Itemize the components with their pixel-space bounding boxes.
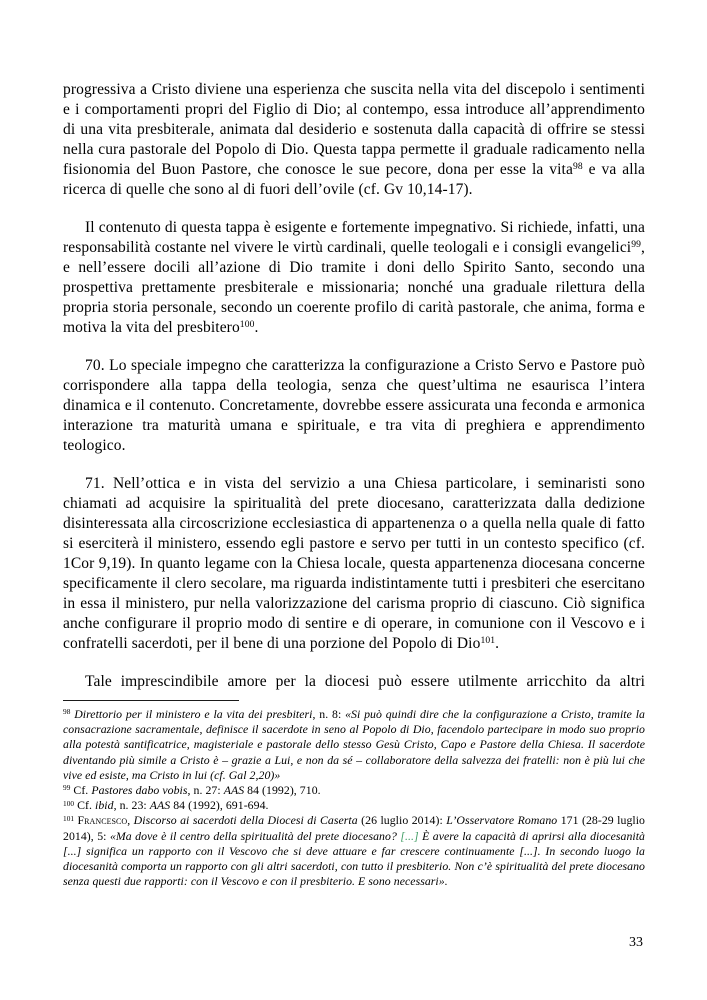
text-run: AAS — [223, 783, 245, 798]
body-paragraph — [63, 474, 645, 654]
text-run: . — [495, 635, 500, 652]
text-run: 84 (1992), 691-694. — [170, 798, 269, 813]
text-run: , n. 27: — [187, 783, 224, 798]
footnote-ref: 101 — [480, 635, 496, 647]
text-run: Francesco — [77, 813, 128, 828]
text-run: AAS — [149, 798, 171, 813]
footnote — [63, 798, 645, 813]
text-run: ibid — [95, 798, 114, 813]
page-number: 33 — [629, 935, 643, 950]
text-run: , n. 8: — [312, 707, 346, 721]
body-paragraph — [63, 356, 645, 456]
text-run: Discorso ai sacerdoti della Diocesi di Caserta — [133, 813, 358, 828]
text-run: 70. Lo speciale impegno che caratterizza la configurazione a Cristo Servo e Pastore può corrispondere alla tappa della teologia, senza che quest’ultima ne esaurisca l’intera dinamica e il contenuto. Concretamente, dovrebbe essere assicurata una feconda e armonica interazione tra maturità umana e spirituale, e tra vita di preghiera e apprendimento teologico. — [63, 357, 645, 454]
footnote-separator — [63, 700, 239, 701]
body-text — [63, 80, 645, 692]
footnote-ref: 100 — [63, 798, 75, 808]
text-run: , e nell’essere docili all’azione di Dio tramite i doni dello Spirito Santo, secondo una prospettiva prettamente presbiterale e missionaria; nonché una graduale rilettura della propria storia personale, secondo un coerente profilo di carità pastorale, che anima, forma e motiva la vita del presbitero — [63, 239, 645, 336]
text-run: «Ma dove è il centro della spiritualità del prete diocesano? — [109, 828, 401, 843]
footnotes-section — [63, 707, 645, 889]
footnote — [63, 783, 645, 798]
footnote-ref: 98 — [572, 161, 583, 173]
footnote-ref: 100 — [239, 319, 255, 331]
footnote-ref: 98 — [63, 707, 71, 717]
body-paragraph — [63, 80, 645, 200]
citation-ellipsis-mark: [...] — [400, 828, 419, 843]
text-run: 171 (28-29 luglio 2014), 5: — [63, 813, 645, 843]
text-run: «Si può quindi dire che la configurazione a Cristo, tramite la consacrazione sacramentale, definisce il sacerdote in seno al Popolo di Dio, facendolo partecipare in modo suo proprio alla potestà santificatrice, magisteriale e pastorale dello stesso Gesù Cristo, Capo e Pastore della Chiesa. Il sacerdote diventando più simile a Cristo è – grazie a Lui, e non da sé – collaboratore della salvezza dei fratelli: non è più lui che vive ed esiste, ma Cristo in lui (cf. Gal 2,20)» — [63, 707, 645, 782]
text-run: 84 (1992), 710. — [244, 783, 321, 798]
text-run: e va alla ricerca di quelle che sono al di fuori dell’ovile (cf. Gv 10,14-17). — [63, 161, 645, 198]
footnote — [63, 707, 645, 783]
text-run: , — [127, 813, 134, 828]
text-run: progressiva a Cristo diviene una esperienza che suscita nella vita del discepolo i sentimenti e i comportamenti propri del Figlio di Dio; al contempo, essa introduce all’apprendimento di una vita presbiterale, animata dal desiderio e sostenuta dalla capacità di offrire se stessi nella cura pastorale del Popolo di Dio. Questa tappa permette il graduale radicamento nella fisionomia del Buon Pastore, che conosce le sue pecore, dona per esse la vita — [63, 81, 645, 178]
text-run: , n. 23: — [113, 798, 150, 813]
text-run: Cf. — [70, 783, 92, 798]
body-paragraph — [63, 672, 645, 692]
text-run: Tale imprescindibile amore per la diocesi può essere utilmente arricchito da altri — [85, 673, 645, 690]
text-run: 71. Nell’ottica e in vista del servizio a una Chiesa particolare, i seminaristi sono chiamati ad acquisire la spiritualità del prete diocesano, caratterizzata dalla dedizione disinteressata alla circoscrizione ecclesiastica di appartenenza o a quella nella quale di fatto si eserciterà il ministero, essendo egli pastore e servo per tutti in un contesto specifico (cf. 1Cor 9,19). In quanto legame con la Chiesa locale, questa appartenenza diocesana concerne specificamente il clero secolare, ma riguarda indistintamente tutti i presbiteri che esercitano in essa il ministero, pur nella valorizzazione del carisma proprio di ciascuno. Ciò significa anche configurare il proprio modo di sentire e di operare, in comunione con il Vescovo e i confratelli sacerdoti, per il bene di una porzione del Popolo di Dio — [63, 475, 645, 652]
text-run: Il contenuto di questa tappa è esigente e fortemente impegnativo. Si richiede, infatti, una responsabilità costante nel vivere le virtù cardinali, quelle teologali e i consigli evangelici — [63, 219, 645, 256]
text-run: L’Osservatore Romano — [446, 813, 558, 828]
text-run: È avere la capacità di aprirsi alla diocesanità [...] significa un rapporto con il Vescovo che si deve attuare e far crescere continuamente [...]. In secondo luogo la diocesanità comporta un rapporto con gli altri sacerdoti, con tutto il presbiterio. Non c’è spiritualità del prete diocesano senza questi due rapporti: con il Vescovo e con il presbiterio. E sono necessari». — [63, 828, 646, 889]
text-run: . — [254, 319, 259, 336]
text-run: Pastores dabo vobis — [91, 783, 188, 798]
text-run: (26 luglio 2014): — [357, 813, 447, 828]
page-content — [63, 80, 645, 889]
footnote-ref: 99 — [631, 239, 642, 251]
footnote-ref: 99 — [63, 783, 71, 793]
body-paragraph — [63, 218, 645, 338]
footnote — [63, 813, 645, 889]
footnote-ref: 101 — [63, 813, 75, 823]
text-run: Direttorio per il ministero e la vita dei presbiteri — [74, 707, 313, 721]
text-run: Cf. — [74, 798, 96, 813]
